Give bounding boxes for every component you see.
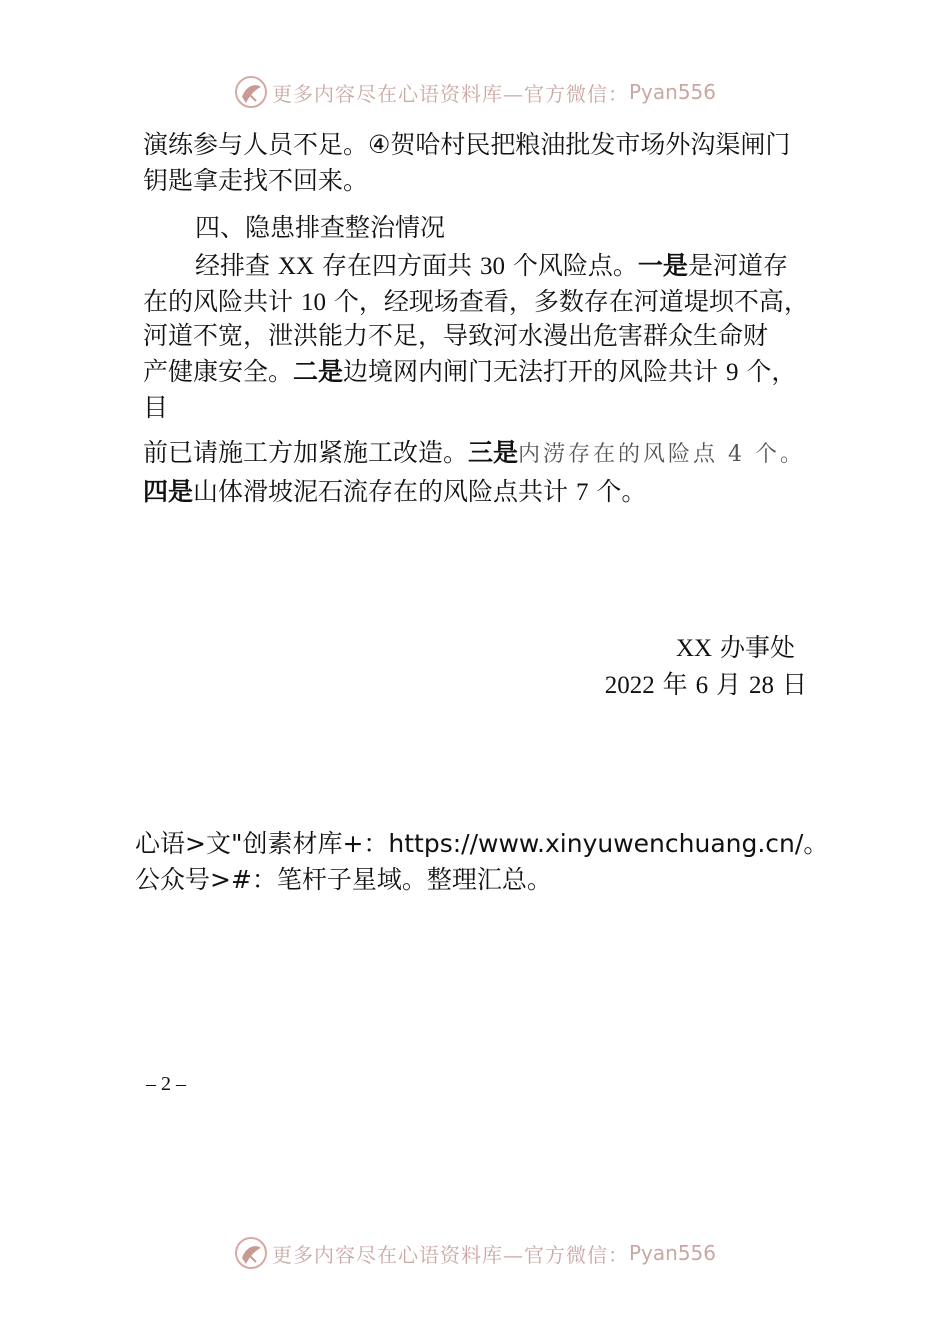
text-segment: 28 — [749, 672, 775, 699]
text-segment: 6 — [695, 672, 709, 699]
footer-watermark — [0, 1233, 950, 1273]
bold-lead: 一是 — [637, 251, 688, 280]
text-segment: 产健康安全。 — [143, 357, 294, 386]
paragraph-line-4 — [143, 354, 796, 391]
signature-date — [605, 667, 807, 704]
text-segment: 9 — [725, 359, 739, 386]
text-segment: 经排查 — [195, 251, 278, 280]
text-segment: 10 — [300, 289, 326, 316]
bold-lead: 四是 — [143, 477, 194, 506]
footer-promo-line-1: 心语>文"创素材库+：https://www.xinyuwenchuang.cn/。 — [135, 829, 829, 858]
paragraph-line-2 — [143, 284, 809, 321]
body-line-2: 钥匙拿走找不回来。 — [143, 166, 369, 195]
body-line-1: 演练参与人员不足。④贺哈村民把粮油批发市场外沟渠闸门 — [143, 130, 791, 159]
text-segment: XX — [675, 635, 713, 662]
brand-logo-icon — [234, 75, 268, 109]
watermark-wechat-id: Pyan556 — [628, 1241, 716, 1265]
bold-lead: 二是 — [293, 357, 344, 386]
text-segment: 存在四方面共 — [314, 251, 480, 280]
text-segment: 内涝存在的风险点 4 个。 — [518, 442, 806, 467]
text-segment: 月 — [708, 670, 750, 699]
text-segment: 个。 — [588, 477, 647, 506]
brand-logo-icon — [234, 1236, 268, 1270]
text-segment: 是河道存 — [687, 251, 788, 280]
text-segment: 年 — [654, 670, 696, 699]
text-segment: XX — [277, 253, 315, 280]
text-segment: 山体滑坡泥石流存在的风险点共计 — [193, 477, 576, 506]
text-segment: 在的风险共计 — [143, 287, 301, 316]
watermark-text: 更多内容尽在心语资料库—官方微信： — [271, 1242, 629, 1267]
signature-org — [676, 630, 795, 667]
watermark-wechat-id: Pyan556 — [628, 80, 716, 104]
text-segment: 个，经现场查看，多数存在河道堤坝不高， — [325, 287, 809, 316]
text-segment: 30 — [479, 253, 505, 280]
watermark-text: 更多内容尽在心语资料库—官方微信： — [271, 81, 629, 106]
text-segment: 前已请施工方加紧施工改造。 — [143, 438, 469, 467]
text-segment: 7 — [575, 479, 589, 506]
paragraph-line-5: 目 — [143, 393, 169, 422]
text-segment: 个， — [738, 357, 797, 386]
page-number: – 2 – — [146, 1073, 186, 1095]
bold-lead: 三是 — [468, 438, 519, 467]
text-segment: 2022 — [604, 672, 655, 699]
section-heading: 四、隐患排查整治情况 — [195, 213, 446, 242]
paragraph-line-6 — [143, 435, 805, 473]
paragraph-line-1 — [195, 248, 788, 285]
paragraph-line-3: 河道不宽，泄洪能力不足，导致河水漫出危害群众生命财 — [143, 321, 769, 350]
text-segment: 个风险点。 — [504, 251, 638, 280]
text-segment: 边境网内闸门无法打开的风险共计 — [343, 357, 726, 386]
paragraph-line-7 — [143, 474, 646, 511]
header-watermark — [0, 72, 950, 112]
text-segment: 办事处 — [712, 633, 795, 662]
text-segment: 日 — [774, 670, 807, 699]
footer-promo-line-2: 公众号>#：笔杆子星域。整理汇总。 — [135, 865, 552, 894]
